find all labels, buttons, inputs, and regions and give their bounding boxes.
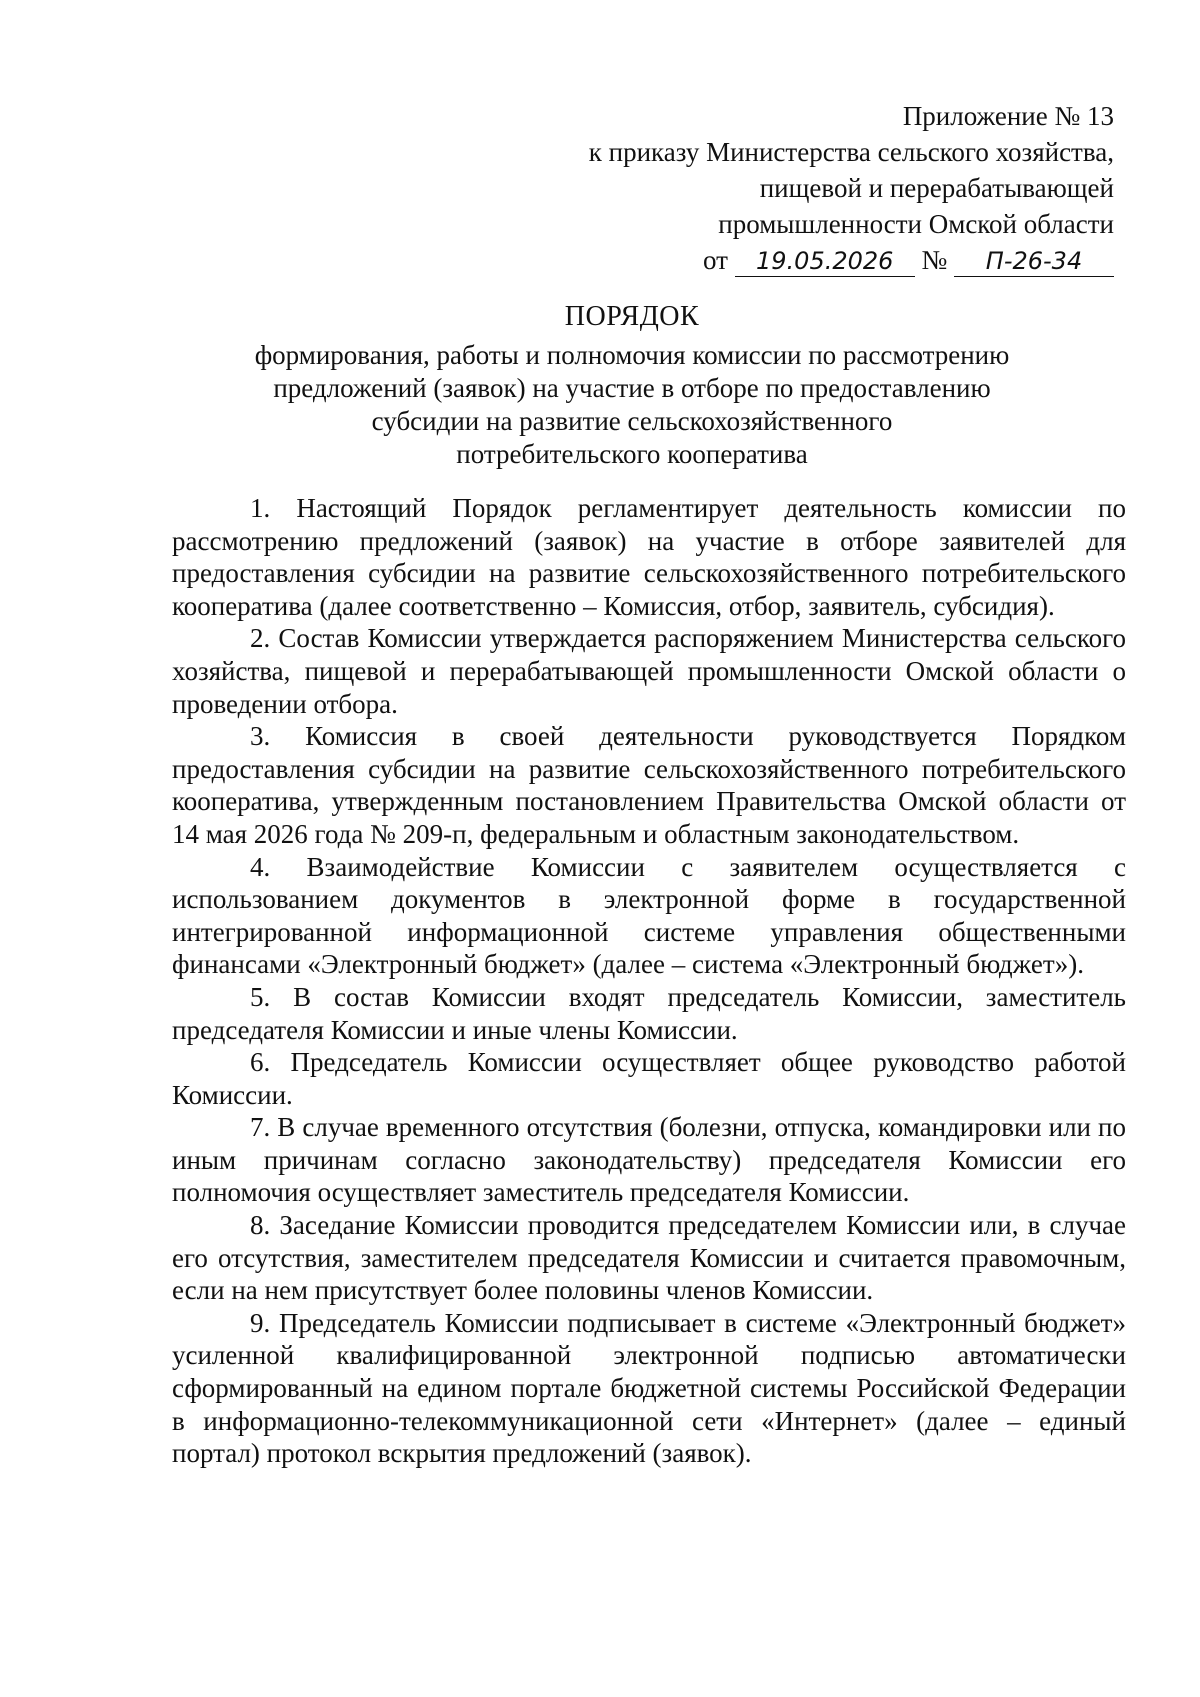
paragraph-6: 6. Председатель Комиссии осуществляет общее руководство работой Комиссии. xyxy=(172,1047,1126,1110)
document-body xyxy=(172,492,1126,1470)
paragraph-4: 4. Взаимодействие Комиссии с заявителем осуществляется с использованием документов в электронной форме в государственной интегрированной информационной системе управления общественными финансами «Электронный бюджет» (далее – система «Электронный бюджет»). xyxy=(172,851,1126,980)
appendix-order-ref: к приказу Министерства сельского хозяйства, xyxy=(588,137,1114,167)
order-date-number-line xyxy=(589,242,1114,278)
handwritten-order-number: П-26-34 xyxy=(954,246,1114,277)
paragraph-7: 7. В случае временного отсутствия (болезни, отпуска, командировки или по иным причинам согласно законодательству) председателя Комиссии его полномочия осуществляет заместитель председателя Комиссии. xyxy=(172,1112,1126,1208)
appendix-region-line: промышленности Омской области xyxy=(718,209,1114,239)
paragraph-2: 2. Состав Комиссии утверждается распоряжением Министерства сельского хозяйства, пищевой и перерабатывающей промышленности Омской области о проведении отбора. xyxy=(172,623,1126,719)
number-label: № xyxy=(921,245,948,275)
paragraph-8: 8. Заседание Комиссии проводится председателем Комиссии или, в случае его отсутствия, заместителем председателя Комиссии и считается правомочным, если на нем присутствует более половины членов Комиссии. xyxy=(172,1210,1126,1306)
handwritten-date: 19.05.2026 xyxy=(735,246,915,277)
paragraph-9: 9. Председатель Комиссии подписывает в системе «Электронный бюджет» усиленной квалифицированной электронной подписью автоматически сформированный на едином портале бюджетной системы Российской Федерации в информационно-телекоммуникационной сети «Интернет» (далее – единый портал) протокол вскрытия предложений (заявок). xyxy=(172,1307,1126,1469)
paragraph-5: 5. В состав Комиссии входят председатель Комиссии, заместитель председателя Комиссии и иные члены Комиссии. xyxy=(172,981,1126,1045)
document-title: ПОРЯДОК xyxy=(564,301,700,332)
subtitle-line: субсидии на развитие сельскохозяйственного xyxy=(371,406,893,436)
subtitle-line: предложений (заявок) на участие в отборе по предоставлению xyxy=(273,373,991,403)
appendix-ministry-line: пищевой и перерабатывающей xyxy=(759,173,1114,203)
document-title-block xyxy=(160,300,1104,471)
document-subtitle xyxy=(160,339,1104,471)
subtitle-line: формирования, работы и полномочия комиссии по рассмотрению xyxy=(254,340,1010,370)
appendix-header xyxy=(589,98,1114,278)
paragraph-3: 3. Комиссия в своей деятельности руководствуется Порядком предоставления субсидии на развитие сельскохозяйственного потребительского кооператива, утвержденным постановлением Правительства Омской области от 14 мая 2026 года № 209-п, федеральным и областным законодательством. xyxy=(172,721,1126,849)
from-label: от xyxy=(703,245,728,275)
appendix-number: Приложение № 13 xyxy=(902,101,1114,131)
subtitle-line: потребительского кооператива xyxy=(456,439,808,469)
paragraph-1: 1. Настоящий Порядок регламентирует деятельность комиссии по рассмотрению предложений (заявок) на участие в отборе заявителей для предоставления субсидии на развитие сельскохозяйственного потребительского кооператива (далее соответственно – Комиссия, отбор, заявитель, субсидия). xyxy=(172,493,1126,621)
